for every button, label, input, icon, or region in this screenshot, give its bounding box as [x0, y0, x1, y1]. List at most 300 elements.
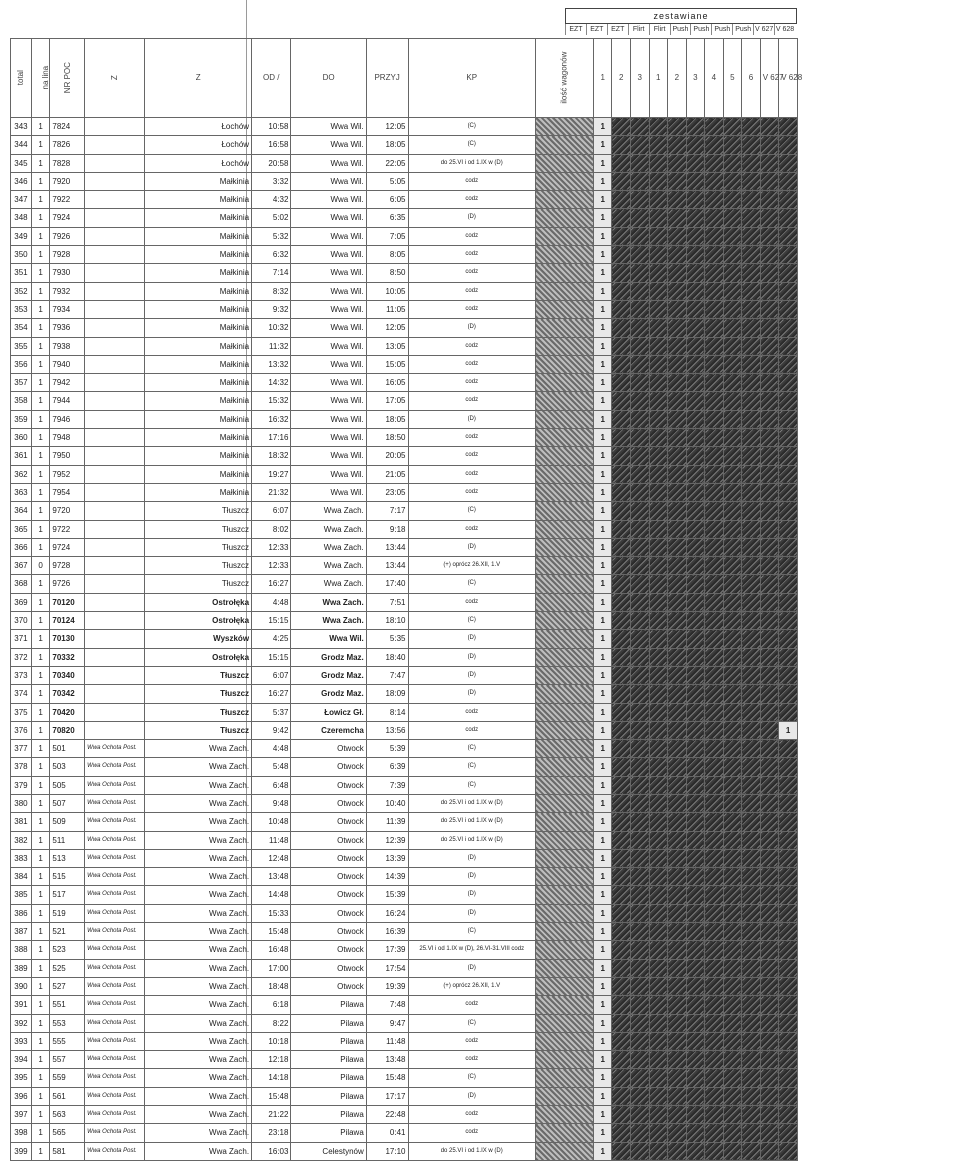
composition-cell — [742, 282, 761, 300]
train-number: 521 — [50, 923, 85, 941]
composition-cell — [612, 392, 631, 410]
composition-flag: 1 — [593, 410, 612, 428]
row-total: 345 — [11, 154, 32, 172]
composition-cell — [779, 557, 798, 575]
row-total: 347 — [11, 191, 32, 209]
train-number: 7936 — [50, 319, 85, 337]
running-days: do 25.VI i od 1.IX w (D) — [408, 154, 535, 172]
composition-cell — [686, 355, 705, 373]
table-row — [11, 648, 798, 666]
composition-cell — [742, 648, 761, 666]
composition-cell — [630, 740, 649, 758]
composition-cell — [649, 996, 668, 1014]
table-row — [11, 319, 798, 337]
wagon-count-cell — [535, 1014, 593, 1032]
train-table — [10, 38, 803, 1161]
composition-cell — [742, 136, 761, 154]
composition-cell — [779, 868, 798, 886]
destination-station: Wwa Wil. — [291, 465, 366, 483]
composition-cell — [705, 227, 724, 245]
composition-flag: 1 — [593, 886, 612, 904]
running-days: 25.VI i od 1.IX w (D), 26.VI-31.VIII codz — [408, 941, 535, 959]
composition-cell — [686, 776, 705, 794]
column-header-label: ilość wagonów — [559, 51, 569, 105]
composition-cell — [668, 886, 687, 904]
row-line: 1 — [31, 648, 50, 666]
composition-cell — [723, 831, 742, 849]
composition-cell — [742, 429, 761, 447]
wagon-count-cell — [535, 300, 593, 318]
arrival-time: 8:14 — [366, 703, 408, 721]
train-number: 7920 — [50, 172, 85, 190]
composition-flag: 1 — [593, 557, 612, 575]
running-days: codz — [408, 191, 535, 209]
composition-cell — [723, 886, 742, 904]
destination-station: Wwa Wil. — [291, 282, 366, 300]
composition-cell — [779, 172, 798, 190]
composition-cell — [705, 172, 724, 190]
composition-cell — [649, 136, 668, 154]
table-row — [11, 483, 798, 501]
departure-time: 20:58 — [252, 154, 291, 172]
row-line: 1 — [31, 483, 50, 501]
composition-cell — [649, 447, 668, 465]
composition-cell — [705, 447, 724, 465]
destination-station: Pilawa — [291, 1032, 366, 1050]
destination-station: Pilawa — [291, 1106, 366, 1124]
arrival-time: 22:05 — [366, 154, 408, 172]
departure-time: 16:03 — [252, 1142, 291, 1160]
table-row — [11, 630, 798, 648]
composition-cell — [630, 300, 649, 318]
wagon-count-cell — [535, 209, 593, 227]
row-line: 1 — [31, 502, 50, 520]
composition-cell — [668, 410, 687, 428]
origin-station: Wwa Zach. — [145, 977, 252, 995]
row-total: 352 — [11, 282, 32, 300]
composition-flag: 1 — [593, 996, 612, 1014]
column-header — [593, 39, 612, 118]
table-row — [11, 794, 798, 812]
destination-station: Otwock — [291, 941, 366, 959]
composition-cell — [686, 904, 705, 922]
origin-station: Ostrołęka — [145, 612, 252, 630]
composition-cell — [630, 849, 649, 867]
composition-cell — [760, 996, 779, 1014]
row-total: 351 — [11, 264, 32, 282]
composition-cell — [686, 831, 705, 849]
composition-cell — [742, 502, 761, 520]
composition-flag: 1 — [593, 447, 612, 465]
composition-flag: 1 — [593, 282, 612, 300]
train-via — [85, 392, 145, 410]
row-line: 1 — [31, 1051, 50, 1069]
composition-flag: 1 — [593, 355, 612, 373]
composition-flag: 1 — [593, 191, 612, 209]
composition-cell — [723, 374, 742, 392]
composition-cell — [686, 392, 705, 410]
composition-flag: 1 — [593, 849, 612, 867]
train-via: Wwa Ochota Post. — [85, 868, 145, 886]
train-type-label: EZT — [586, 24, 607, 35]
composition-cell — [630, 337, 649, 355]
composition-cell — [686, 1087, 705, 1105]
train-number: 7828 — [50, 154, 85, 172]
train-via — [85, 703, 145, 721]
composition-cell — [779, 392, 798, 410]
composition-cell — [723, 1069, 742, 1087]
arrival-time: 17:10 — [366, 1142, 408, 1160]
composition-cell — [668, 1032, 687, 1050]
running-days: codz — [408, 246, 535, 264]
composition-cell — [630, 1014, 649, 1032]
origin-station: Małkinia — [145, 300, 252, 318]
running-days: do 25.VI i od 1.IX w (D) — [408, 831, 535, 849]
column-header — [11, 39, 32, 118]
table-row — [11, 118, 798, 136]
arrival-time: 11:39 — [366, 813, 408, 831]
composition-cell — [705, 666, 724, 684]
composition-cell — [705, 685, 724, 703]
running-days: (D) — [408, 886, 535, 904]
arrival-time: 10:40 — [366, 794, 408, 812]
train-number: 7934 — [50, 300, 85, 318]
departure-time: 16:27 — [252, 685, 291, 703]
running-days: (+) oprócz 26.XII, 1.V — [408, 557, 535, 575]
row-total: 366 — [11, 538, 32, 556]
train-via — [85, 337, 145, 355]
origin-station: Małkinia — [145, 337, 252, 355]
departure-time: 10:18 — [252, 1032, 291, 1050]
row-total: 379 — [11, 776, 32, 794]
column-header-label: 5 — [730, 73, 735, 83]
composition-cell — [705, 154, 724, 172]
composition-cell — [779, 136, 798, 154]
departure-time: 9:42 — [252, 721, 291, 739]
wagon-count-cell — [535, 776, 593, 794]
composition-cell — [779, 904, 798, 922]
column-header — [535, 39, 593, 118]
arrival-time: 18:05 — [366, 410, 408, 428]
table-row — [11, 813, 798, 831]
train-via: Wwa Ochota Post. — [85, 1051, 145, 1069]
table-row — [11, 996, 798, 1014]
composition-cell — [779, 575, 798, 593]
running-days: (D) — [408, 868, 535, 886]
column-header-label: 2 — [618, 73, 624, 83]
composition-cell — [705, 959, 724, 977]
composition-cell — [649, 758, 668, 776]
origin-station: Wwa Zach. — [145, 794, 252, 812]
composition-cell — [760, 337, 779, 355]
row-line: 1 — [31, 886, 50, 904]
composition-cell — [742, 1051, 761, 1069]
row-line: 1 — [31, 977, 50, 995]
composition-cell — [742, 977, 761, 995]
composition-cell — [705, 721, 724, 739]
composition-cell — [668, 813, 687, 831]
composition-flag: 1 — [593, 721, 612, 739]
origin-station: Wwa Zach. — [145, 849, 252, 867]
train-number: 70124 — [50, 612, 85, 630]
composition-cell — [686, 154, 705, 172]
departure-time: 15:48 — [252, 923, 291, 941]
composition-cell — [705, 1087, 724, 1105]
arrival-time: 9:18 — [366, 520, 408, 538]
composition-cell — [686, 1124, 705, 1142]
arrival-time: 7:05 — [366, 227, 408, 245]
wagon-count-cell — [535, 282, 593, 300]
composition-flag: 1 — [593, 740, 612, 758]
wagon-count-cell — [535, 813, 593, 831]
composition-cell — [779, 1014, 798, 1032]
origin-station: Tłuszcz — [145, 557, 252, 575]
row-total: 349 — [11, 227, 32, 245]
composition-cell — [779, 465, 798, 483]
train-number: 7948 — [50, 429, 85, 447]
composition-cell — [779, 758, 798, 776]
column-header-label: 3 — [693, 73, 698, 83]
origin-station: Wwa Zach. — [145, 996, 252, 1014]
table-row — [11, 447, 798, 465]
row-total: 348 — [11, 209, 32, 227]
row-total: 364 — [11, 502, 32, 520]
composition-cell — [686, 1014, 705, 1032]
composition-cell — [686, 977, 705, 995]
composition-cell — [723, 721, 742, 739]
composition-flag: 1 — [593, 977, 612, 995]
running-days: codz — [408, 1124, 535, 1142]
wagon-count-cell — [535, 593, 593, 611]
composition-cell — [742, 172, 761, 190]
composition-cell — [668, 630, 687, 648]
train-via: Wwa Ochota Post. — [85, 794, 145, 812]
composition-cell — [705, 630, 724, 648]
train-number: 505 — [50, 776, 85, 794]
train-via: Wwa Ochota Post. — [85, 1069, 145, 1087]
composition-cell — [760, 721, 779, 739]
origin-station: Wwa Zach. — [145, 923, 252, 941]
composition-cell — [686, 172, 705, 190]
arrival-time: 18:40 — [366, 648, 408, 666]
composition-cell — [649, 410, 668, 428]
row-total: 395 — [11, 1069, 32, 1087]
arrival-time: 10:05 — [366, 282, 408, 300]
composition-cell — [723, 118, 742, 136]
composition-cell — [612, 191, 631, 209]
arrival-time: 13:39 — [366, 849, 408, 867]
composition-cell — [742, 685, 761, 703]
composition-cell — [760, 630, 779, 648]
composition-cell — [705, 740, 724, 758]
origin-station: Tłuszcz — [145, 685, 252, 703]
composition-cell — [742, 941, 761, 959]
wagon-count-cell — [535, 721, 593, 739]
train-number: 523 — [50, 941, 85, 959]
composition-cell — [742, 923, 761, 941]
row-line: 1 — [31, 630, 50, 648]
composition-cell — [686, 282, 705, 300]
running-days: (D) — [408, 904, 535, 922]
running-days: codz — [408, 392, 535, 410]
row-total: 368 — [11, 575, 32, 593]
composition-cell — [779, 520, 798, 538]
composition-cell — [760, 575, 779, 593]
row-line: 1 — [31, 1124, 50, 1142]
composition-cell — [649, 868, 668, 886]
train-via — [85, 502, 145, 520]
train-via: Wwa Ochota Post. — [85, 776, 145, 794]
running-days: (D) — [408, 849, 535, 867]
composition-cell — [779, 941, 798, 959]
composition-cell — [742, 319, 761, 337]
origin-station: Wwa Zach. — [145, 831, 252, 849]
arrival-time: 12:39 — [366, 831, 408, 849]
train-type-subheader — [565, 24, 795, 35]
composition-cell — [612, 904, 631, 922]
running-days: (C) — [408, 612, 535, 630]
origin-station: Małkinia — [145, 355, 252, 373]
composition-cell — [779, 483, 798, 501]
row-total: 378 — [11, 758, 32, 776]
composition-cell — [612, 264, 631, 282]
row-line: 1 — [31, 849, 50, 867]
composition-flag: 1 — [593, 429, 612, 447]
composition-cell — [668, 502, 687, 520]
origin-station: Tłuszcz — [145, 575, 252, 593]
composition-cell — [705, 977, 724, 995]
composition-cell — [668, 1124, 687, 1142]
column-header-label: na lina — [41, 66, 50, 90]
composition-cell — [723, 630, 742, 648]
row-line: 1 — [31, 429, 50, 447]
row-line: 1 — [31, 959, 50, 977]
train-via: Wwa Ochota Post. — [85, 1032, 145, 1050]
column-header — [705, 39, 724, 118]
arrival-time: 17:05 — [366, 392, 408, 410]
destination-station: Pilawa — [291, 1087, 366, 1105]
composition-cell — [705, 1124, 724, 1142]
running-days: (C) — [408, 776, 535, 794]
departure-time: 12:48 — [252, 849, 291, 867]
row-total: 375 — [11, 703, 32, 721]
table-row — [11, 355, 798, 373]
composition-cell — [668, 172, 687, 190]
composition-cell — [649, 685, 668, 703]
column-header-label: V 628 — [781, 73, 803, 83]
composition-cell — [630, 447, 649, 465]
composition-cell — [760, 849, 779, 867]
composition-cell — [723, 758, 742, 776]
composition-cell — [630, 575, 649, 593]
row-total: 388 — [11, 941, 32, 959]
row-total: 362 — [11, 465, 32, 483]
composition-cell — [630, 977, 649, 995]
wagon-count-cell — [535, 465, 593, 483]
wagon-count-cell — [535, 374, 593, 392]
row-total: 390 — [11, 977, 32, 995]
wagon-count-cell — [535, 996, 593, 1014]
row-total: 363 — [11, 483, 32, 501]
train-via — [85, 721, 145, 739]
train-via — [85, 447, 145, 465]
arrival-time: 13:44 — [366, 557, 408, 575]
running-days: codz — [408, 483, 535, 501]
row-line: 1 — [31, 996, 50, 1014]
composition-cell — [686, 538, 705, 556]
running-days: (C) — [408, 136, 535, 154]
composition-cell — [723, 813, 742, 831]
composition-cell — [760, 483, 779, 501]
composition-cell — [612, 630, 631, 648]
train-number: 9726 — [50, 575, 85, 593]
wagon-count-cell — [535, 429, 593, 447]
table-row — [11, 721, 798, 739]
composition-cell — [760, 319, 779, 337]
composition-cell — [760, 300, 779, 318]
composition-cell — [742, 1142, 761, 1160]
composition-cell — [705, 886, 724, 904]
composition-cell — [723, 776, 742, 794]
wagon-count-cell — [535, 923, 593, 941]
train-number: 9728 — [50, 557, 85, 575]
origin-station: Małkinia — [145, 172, 252, 190]
train-via — [85, 246, 145, 264]
origin-station: Wwa Zach. — [145, 941, 252, 959]
row-total: 355 — [11, 337, 32, 355]
train-type-label: V 628 — [775, 26, 795, 33]
row-total: 396 — [11, 1087, 32, 1105]
departure-time: 13:48 — [252, 868, 291, 886]
composition-cell — [649, 575, 668, 593]
composition-cell — [649, 886, 668, 904]
departure-time: 5:48 — [252, 758, 291, 776]
composition-cell — [630, 154, 649, 172]
wagon-count-cell — [535, 941, 593, 959]
row-total: 354 — [11, 319, 32, 337]
composition-cell — [742, 740, 761, 758]
running-days: codz — [408, 355, 535, 373]
train-via — [85, 209, 145, 227]
composition-cell — [649, 538, 668, 556]
composition-cell — [668, 703, 687, 721]
train-number: 515 — [50, 868, 85, 886]
composition-cell — [630, 721, 649, 739]
train-number: 511 — [50, 831, 85, 849]
table-row — [11, 538, 798, 556]
composition-cell — [742, 264, 761, 282]
composition-cell — [779, 429, 798, 447]
composition-cell — [612, 557, 631, 575]
wagon-count-cell — [535, 868, 593, 886]
composition-cell — [686, 465, 705, 483]
train-via: Wwa Ochota Post. — [85, 1124, 145, 1142]
wagon-count-cell — [535, 355, 593, 373]
train-number: 70332 — [50, 648, 85, 666]
origin-station: Małkinia — [145, 282, 252, 300]
row-total: 399 — [11, 1142, 32, 1160]
composition-cell — [649, 666, 668, 684]
composition-cell — [668, 520, 687, 538]
composition-cell — [705, 282, 724, 300]
composition-flag: 1 — [593, 1087, 612, 1105]
train-via: Wwa Ochota Post. — [85, 1142, 145, 1160]
column-header-label: V 627 — [762, 73, 784, 83]
running-days: codz — [408, 429, 535, 447]
table-row — [11, 520, 798, 538]
destination-station: Wwa Wil. — [291, 392, 366, 410]
row-line: 1 — [31, 300, 50, 318]
